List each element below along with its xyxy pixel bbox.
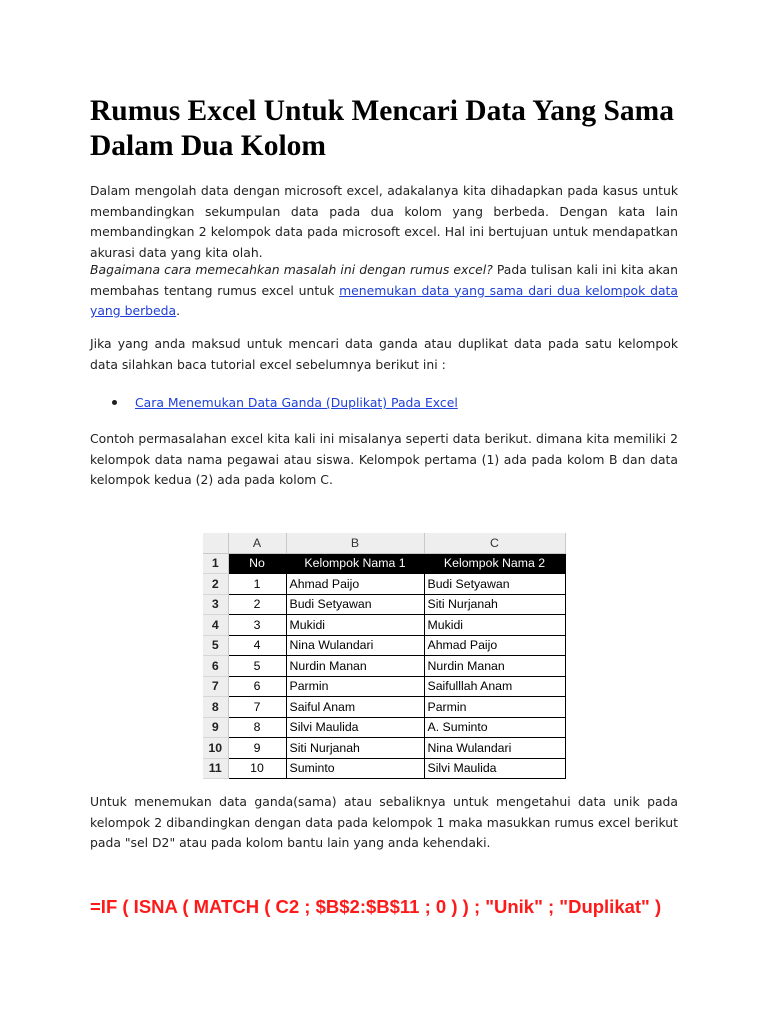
column-letter-b: B — [286, 533, 424, 553]
table-row — [203, 635, 565, 656]
row-number: 10 — [203, 738, 228, 759]
table-row — [203, 758, 565, 779]
cell-group-2-name: Siti Nurjanah — [424, 594, 565, 615]
cell-group-2-name: Silvi Maulida — [424, 758, 565, 779]
question-text: Pada tulisan kali ini kita akan membahas tentang rumus excel untuk — [90, 262, 678, 298]
row-number: 9 — [203, 717, 228, 738]
table-row — [203, 676, 565, 697]
table-row — [203, 697, 565, 718]
cell-group-1-name: Silvi Maulida — [286, 717, 424, 738]
cell-group-1-name: Mukidi — [286, 615, 424, 636]
cell-group-1-name: Saiful Anam — [286, 697, 424, 718]
cell-no: 5 — [228, 656, 286, 677]
cell-group-2-name: Ahmad Paijo — [424, 635, 565, 656]
cell-no: 3 — [228, 615, 286, 636]
row-number: 8 — [203, 697, 228, 718]
cell-group-1-name: Nurdin Manan — [286, 656, 424, 677]
cell-no: 1 — [228, 574, 286, 595]
cell-group-1-name: Ahmad Paijo — [286, 574, 424, 595]
cell-group-1-name: Suminto — [286, 758, 424, 779]
bullet-icon — [112, 400, 117, 405]
select-all-corner — [203, 533, 228, 553]
example-paragraph: Contoh permasalahan excel kita kali ini misalanya seperti data berikut. dimana kita memiliki 2 kelompok data nama pegawai atau siswa. Kelompok pertama (1) ada pada kolom B dan data kelompok kedua (2) ada pada kolom C. — [90, 431, 678, 487]
cell-group-2-name: Parmin — [424, 697, 565, 718]
column-letter-a: A — [228, 533, 286, 553]
tutorial-list-item — [112, 393, 458, 413]
table-header-row — [203, 553, 565, 574]
cell-no: 8 — [228, 717, 286, 738]
cell-no: 4 — [228, 635, 286, 656]
cell-group-2-name: Mukidi — [424, 615, 565, 636]
row-number: 6 — [203, 656, 228, 677]
cell-no: 2 — [228, 594, 286, 615]
cell-group-2-name: A. Suminto — [424, 717, 565, 738]
cell-group-2-name: Saifulllah Anam — [424, 676, 565, 697]
cell-no: 9 — [228, 738, 286, 759]
header-group-1: Kelompok Nama 1 — [286, 553, 424, 574]
cell-group-2-name: Budi Setyawan — [424, 574, 565, 595]
same-data-link[interactable]: menemukan data yang sama dari dua kelompok data yang berbeda — [90, 282, 678, 318]
cell-group-1-name: Nina Wulandari — [286, 635, 424, 656]
cell-no: 7 — [228, 697, 286, 718]
column-letter-c: C — [424, 533, 565, 553]
cell-group-1-name: Siti Nurjanah — [286, 738, 424, 759]
duplicate-tutorial-link[interactable]: Cara Menemukan Data Ganda (Duplikat) Pada Excel — [135, 395, 458, 410]
cell-group-2-name: Nurdin Manan — [424, 656, 565, 677]
table-row — [203, 656, 565, 677]
row-number: 3 — [203, 594, 228, 615]
duplicate-note-paragraph: Jika yang anda maksud untuk mencari data ganda atau duplikat data pada satu kelompok data silahkan baca tutorial excel sebelumnya berikut ini : — [90, 336, 678, 372]
row-number: 11 — [203, 758, 228, 779]
cell-no: 10 — [228, 758, 286, 779]
cell-group-1-name: Parmin — [286, 676, 424, 697]
spreadsheet-image — [203, 533, 566, 779]
header-group-2: Kelompok Nama 2 — [424, 553, 565, 574]
intro-paragraph: Dalam mengolah data dengan microsoft excel, adakalanya kita dihadapkan pada kasus untuk membandingkan sekumpulan data pada dua kolom yang berbeda. Dengan kata lain membandingkan 2 kelompok data pada microsoft excel. Hal ini bertujuan untuk mendapatkan akurasi data yang kita olah. — [90, 183, 678, 260]
question-paragraph — [90, 260, 678, 322]
column-letter-row — [203, 533, 565, 553]
cell-no: 6 — [228, 676, 286, 697]
cell-group-2-name: Nina Wulandari — [424, 738, 565, 759]
instruction-paragraph: Untuk menemukan data ganda(sama) atau sebaliknya untuk mengetahui data unik pada kelompok 2 dibandingkan dengan data pada kelompok 1 maka masukkan rumus excel berikut pada "sel D2" atau pada kolom bantu lain yang anda kehendaki. — [90, 794, 678, 850]
question-end: . — [176, 303, 181, 318]
header-no: No — [228, 553, 286, 574]
question-italic: Bagaimana cara memecahkan masalah ini dengan rumus excel? — [90, 262, 493, 277]
table-row — [203, 574, 565, 595]
table-row — [203, 738, 565, 759]
table-row — [203, 615, 565, 636]
cell-group-1-name: Budi Setyawan — [286, 594, 424, 615]
row-number: 1 — [203, 553, 228, 574]
table-row — [203, 717, 565, 738]
article-title: Rumus Excel Untuk Mencari Data Yang Sama Dalam Dua Kolom — [90, 95, 675, 162]
excel-formula: =IF ( ISNA ( MATCH ( C2 ; $B$2:$B$11 ; 0 ) ) ; "Unik" ; "Duplikat" ) — [90, 896, 662, 917]
table-row — [203, 594, 565, 615]
row-number: 7 — [203, 676, 228, 697]
row-number: 4 — [203, 615, 228, 636]
row-number: 2 — [203, 574, 228, 595]
row-number: 5 — [203, 635, 228, 656]
